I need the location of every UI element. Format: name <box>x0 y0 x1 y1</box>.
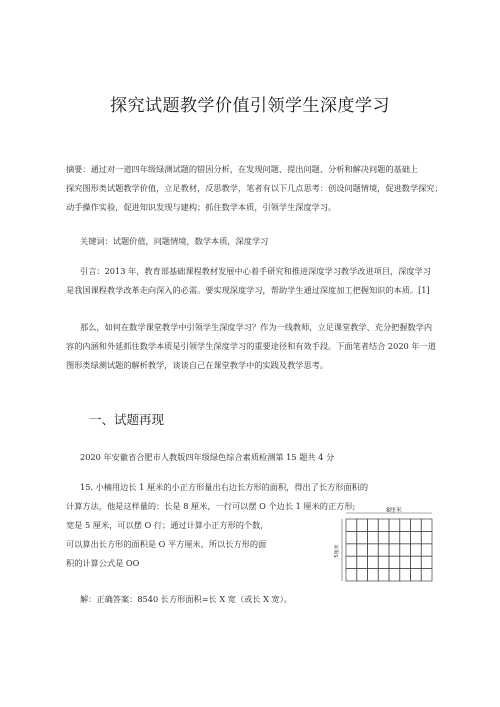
body-line: 图形类绿测试题的解析教学，谈谈自己在课堂教学中的实践及教学思考。 <box>66 360 329 370</box>
question-line: 15. 小楠用边长 1 厘米的小正方形量出右边长方形的面积，得出了长方形面积的 <box>80 482 369 492</box>
keywords-line: 关键词：试题价值，问题情境，数学本质，深度学习 <box>80 236 269 246</box>
grid-cell <box>378 556 389 568</box>
grid-cell <box>389 531 400 543</box>
grid-cell <box>357 544 368 556</box>
grid-cell <box>389 569 400 581</box>
intro-paragraph <box>66 262 431 300</box>
question-line: 可以算出长方形的面积是 O 平方厘米，所以长方形的面 <box>66 539 267 549</box>
grid-cell <box>368 531 379 543</box>
grid-cell <box>421 519 432 531</box>
grid-cell <box>346 531 357 543</box>
grid-cell <box>378 544 389 556</box>
abstract-line: 探究图形类试题教学价值，立足教材，反思教学，笔者有以下几点思考：创设问题情境，促进数学探究； <box>66 183 443 193</box>
answer-line: 解：正确答案：8540 长方形面积=长 X 宽（或长 X 宽）。 <box>80 594 293 604</box>
grid-cell <box>346 544 357 556</box>
grid-cell <box>378 519 389 531</box>
grid-cell <box>368 556 379 568</box>
grid-cell <box>421 569 432 581</box>
body-line: 那么，如何在数学课堂教学中引领学生深度学习？作为一线教师，立足课堂教学、充分把握数学内 <box>80 322 433 332</box>
source-paragraph <box>80 448 334 467</box>
grid-cell <box>378 531 389 543</box>
grid-cell <box>411 519 422 531</box>
top-dimension-label: 8厘米 <box>386 507 402 514</box>
answer-paragraph <box>80 590 292 609</box>
grid-cell <box>411 531 422 543</box>
grid-cell <box>368 569 379 581</box>
question-line: 宽是 5 厘米，可以摆 O 行；通过计算小正方形的个数， <box>66 520 269 530</box>
source-line: 2020 年安徽省合肥市人教版四年级绿色综合素质检测第 15 题共 4 分 <box>80 452 335 462</box>
grid-cell <box>346 556 357 568</box>
abstract-line: 摘要：通过对一道四年级绿测试题的错因分析，在发现问题、提出问题、分析和解决问题的基础上 <box>66 164 419 174</box>
grid-cell <box>346 519 357 531</box>
grid-cell <box>400 556 411 568</box>
grid-cell <box>400 544 411 556</box>
question-line: 计算方法，他是这样量的：长是 8 厘米，一行可以摆 O 个边长 1 厘米的正方形; <box>66 501 356 511</box>
keywords-paragraph <box>80 232 268 251</box>
grid-cell <box>357 569 368 581</box>
abstract-paragraph <box>66 160 443 217</box>
grid-cell <box>368 519 379 531</box>
body-line: 容的内涵和外延抓住数学本质是引领学生深度学习的重要途径和有效手段。下面笔者结合 2020 年一道 <box>66 341 436 351</box>
grid-cell <box>378 569 389 581</box>
grid-cell <box>400 531 411 543</box>
abstract-line: 动手操作实验，促进知识发现与建构；抓住数学本质，引领学生深度学习。 <box>66 202 337 212</box>
intro-line: 引言：2013 年，教育部基础课程教材发展中心着手研究和推进深度学习教学改进项目，深度学习 <box>80 266 431 276</box>
side-dimension-label: 5厘米 <box>334 544 340 558</box>
intro-line: 是我国课程教学改革走向深入的必需。要实现深度学习，帮助学生通过深度加工把握知识的本质。[1] <box>66 285 430 295</box>
grid-cell <box>357 556 368 568</box>
grid-cell <box>400 519 411 531</box>
grid-cell <box>411 544 422 556</box>
grid-cell <box>411 556 422 568</box>
grid-cell <box>357 531 368 543</box>
grid <box>342 513 432 581</box>
grid-cell <box>389 519 400 531</box>
body-paragraph <box>66 318 436 375</box>
question-line: 积的计算公式是 OO <box>66 558 140 568</box>
grid-cell <box>368 544 379 556</box>
grid-cell <box>400 569 411 581</box>
grid-cell <box>421 531 432 543</box>
grid-cell <box>389 556 400 568</box>
document-title: 探究试题教学价值引领学生深度学习 <box>110 96 390 116</box>
grid-cell <box>411 569 422 581</box>
section-heading: 一、试题再现 <box>89 412 165 427</box>
grid-cell <box>346 569 357 581</box>
grid-cell <box>357 519 368 531</box>
rectangle-grid-diagram <box>334 505 434 585</box>
grid-cell <box>389 544 400 556</box>
grid-cell <box>421 544 432 556</box>
question-paragraph <box>66 478 368 573</box>
grid-cell <box>421 556 432 568</box>
